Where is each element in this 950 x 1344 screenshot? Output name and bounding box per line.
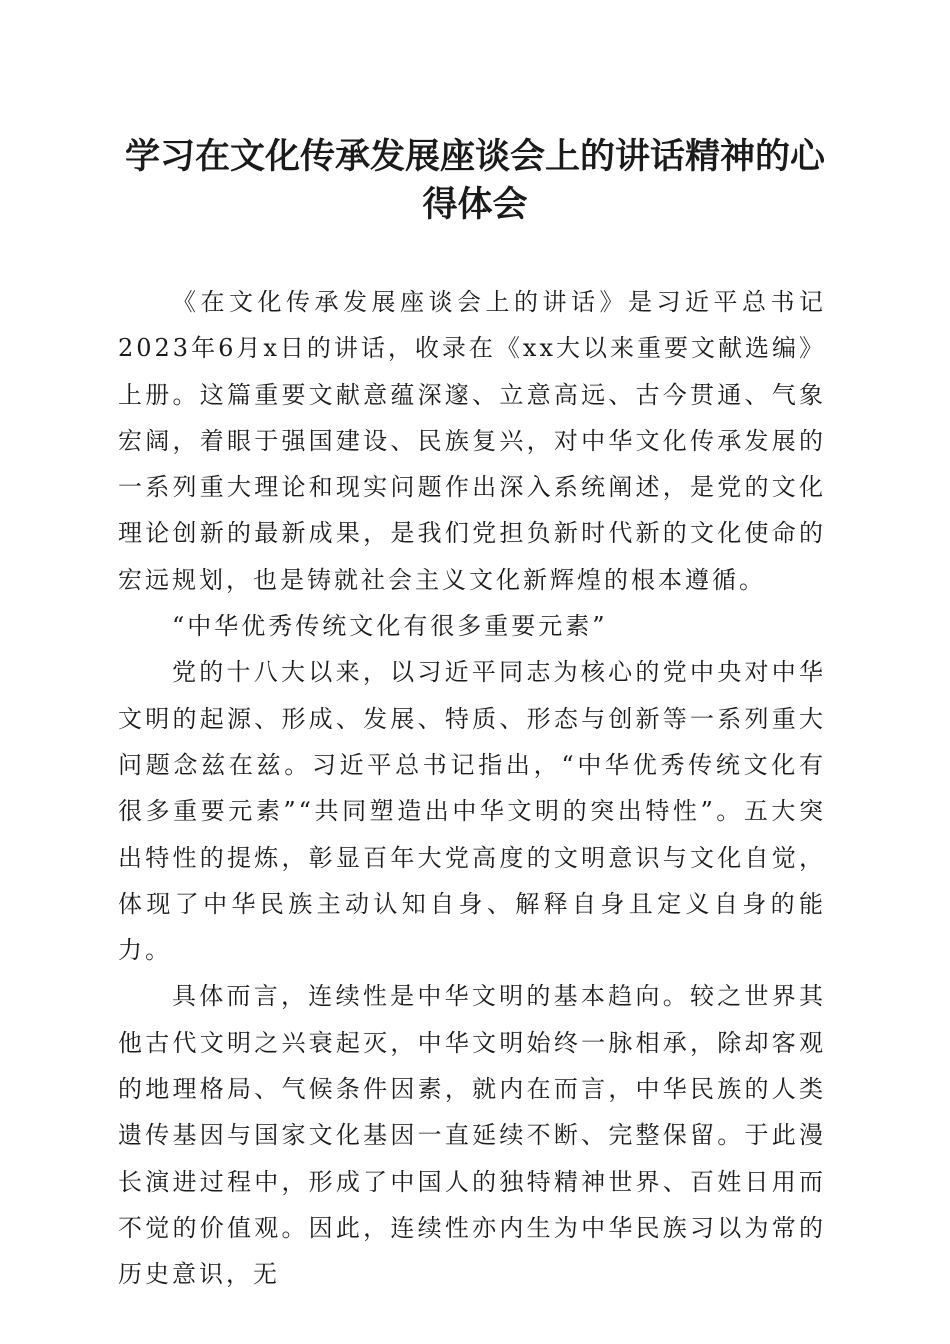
- paragraph-party-congress: 党的十八大以来，以习近平同志为核心的党中央对中华文明的起源、形成、发展、特质、形态与创新等一系列重大问题念兹在兹。习近平总书记指出，“中华优秀传统文化有很多重要元素”“共同塑造出中华文明的突出特性”。五大突出特性的提炼，彰显百年大党高度的文明意识与文化自觉，体现了中华民族主动认知自身、解释自身且定义自身的能力。: [118, 658, 826, 965]
- section-heading: “中华优秀传统文化有很多重要元素”: [172, 612, 608, 641]
- paragraph-intro: 《在文化传承发展座谈会上的讲话》是习近平总书记2023年6月x日的讲话，收录在《xx大以来重要文献选编》上册。这篇重要文献意蕴深邃、立意高远、古今贯通、气象宏阔，着眼于强国建设、民族复兴，对中华文化传承发展的一系列重大理论和现实问题作出深入系统阐述，是党的文化理论创新的最新成果，是我们党担负新时代新的文化使命的宏远规划，也是铸就社会主义文化新辉煌的根本遵循。: [118, 288, 826, 594]
- document-title: 学习在文化传承发展座谈会上的讲话精神的心得体会: [124, 136, 825, 225]
- document-body: [118, 279, 826, 1298]
- paragraph-continuity: 具体而言，连续性是中华文明的基本趋向。较之世界其他古代文明之兴衰起灭，中华文明始终一脉相承，除却客观的地理格局、气候条件因素，就内在而言，中华民族的人类遗传基因与国家文化基因一直延续不断、完整保留。于此漫长演进过程中，形成了中国人的独特精神世界、百姓日用而不觉的价值观。因此，连续性亦内生为中华民族习以为常的历史意识，无: [118, 982, 826, 1289]
